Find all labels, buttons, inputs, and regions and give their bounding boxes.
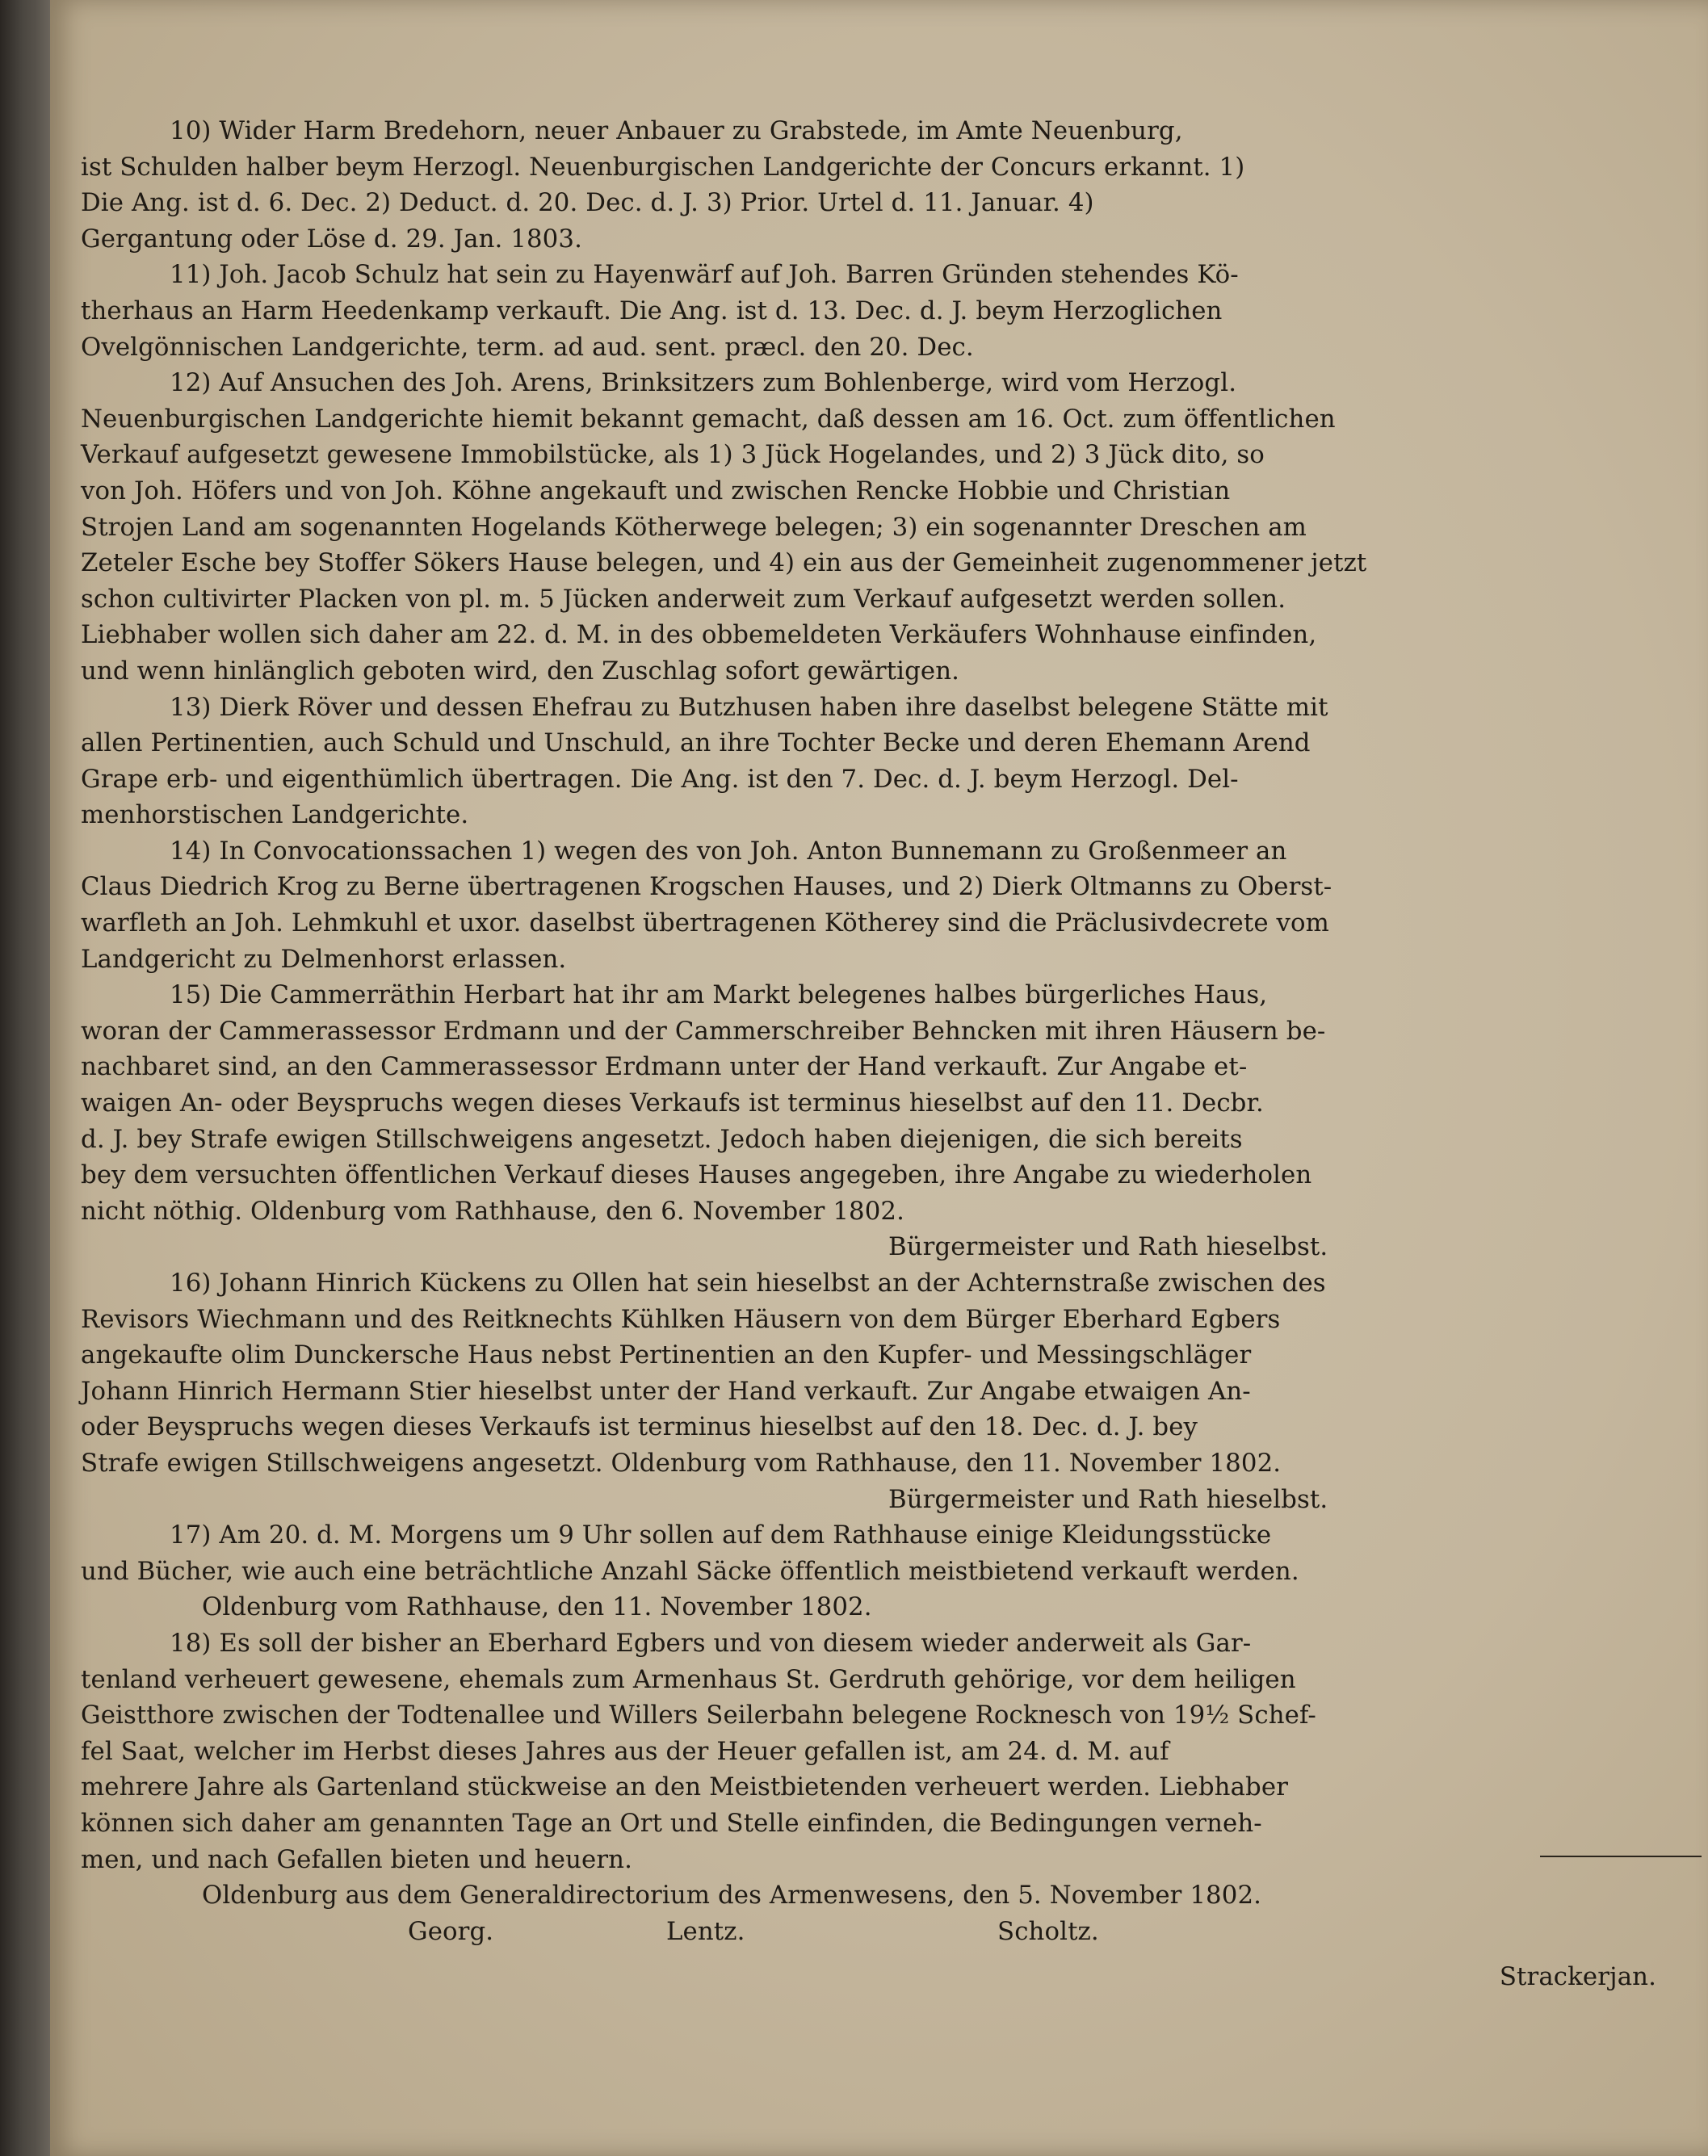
text-line: und Bücher, wie auch eine beträchtliche Anzahl Säcke öffentlich meistbietend verkauft werden. <box>81 1556 1299 1586</box>
notice-14 <box>81 833 1660 977</box>
text-line: mehrere Jahre als Gartenland stückweise an den Meistbietenden verheuert werden. Liebhaber <box>81 1772 1289 1802</box>
text-line: 18) Es soll der bisher an Eberhard Egbers und von diesem wieder anderweit als Gar- <box>170 1628 1252 1658</box>
text-line: Zeteler Esche bey Stoffer Sökers Hause belegen, und 4) ein aus der Gemeinheit zugenommener jetzt <box>81 548 1367 578</box>
text-line: therhaus an Harm Heedenkamp verkauft. Die Ang. ist d. 13. Dec. d. J. beym Herzoglichen <box>81 296 1223 325</box>
document-page <box>50 0 1708 2156</box>
book-spine <box>0 0 50 2156</box>
signature-line: Bürgermeister und Rath hieselbst. <box>888 1484 1328 1514</box>
text-line: 11) Joh. Jacob Schulz hat sein zu Hayenwärf auf Joh. Barren Gründen stehendes Kö- <box>170 260 1239 290</box>
text-line: Geistthore zwischen der Todtenallee und Willers Seilerbahn belegene Rocknesch von 19½ Schef- <box>81 1701 1316 1730</box>
text-line: bey dem versuchten öffentlichen Verkauf dieses Hauses angegeben, ihre Angabe zu wiederholen <box>81 1160 1312 1190</box>
text-line: 10) Wider Harm Bredehorn, neuer Anbauer zu Grabstede, im Amte Neuenburg, <box>170 116 1183 145</box>
text-line: men, und nach Gefallen bieten und heuern. <box>81 1844 632 1874</box>
notice-16 <box>81 1265 1660 1482</box>
text-line: woran der Cammerassessor Erdmann und der Cammerschreiber Behncken mit ihren Häusern be- <box>81 1016 1326 1046</box>
notice-13 <box>81 690 1660 833</box>
text-line: Strojen Land am sogenannten Hogelands Kötherwege belegen; 3) ein sogenannter Dreschen am <box>81 512 1307 542</box>
text-line: oder Beyspruchs wegen dieses Verkaufs ist terminus hieselbst auf den 18. Dec. d. J. bey <box>81 1412 1198 1442</box>
text-line: allen Pertinentien, auch Schuld und Unschuld, an ihre Tochter Becke und deren Ehemann Arend <box>81 728 1311 758</box>
signature-rule <box>1540 1856 1702 1857</box>
notice-10 <box>81 113 1660 257</box>
text-line: von Joh. Höfers und von Joh. Köhne angekauft und zwischen Rencke Hobbie und Christian <box>81 476 1231 505</box>
signature-line: Bürgermeister und Rath hieselbst. <box>888 1232 1328 1262</box>
text-line: Landgericht zu Delmenhorst erlassen. <box>81 944 567 974</box>
text-line: und wenn hinlänglich geboten wird, den Zuschlag sofort gewärtigen. <box>81 656 960 686</box>
text-line: Claus Diedrich Krog zu Berne übertragenen Krogschen Hauses, und 2) Dierk Oltmanns zu Oberst- <box>81 872 1332 902</box>
text-line: Liebhaber wollen sich daher am 22. d. M. in des obbemeldeten Verkäufers Wohnhause einfinden, <box>81 620 1317 650</box>
text-line: 16) Johann Hinrich Kückens zu Ollen hat sein hieselbst an der Achternstraße zwischen des <box>170 1269 1326 1298</box>
signers-row <box>81 1914 1660 1950</box>
text-line: Grape erb- und eigenthümlich übertragen. Die Ang. ist den 7. Dec. d. J. beym Herzogl. Del- <box>81 764 1239 794</box>
notice-15 <box>81 977 1660 1229</box>
page-content <box>81 113 1660 1995</box>
text-line: Revisors Wiechmann und des Reitknechts Kühlken Häusern von dem Bürger Eberhard Egbers <box>81 1304 1281 1334</box>
text-line: Strafe ewigen Stillschweigens angesetzt. Oldenburg vom Rathhause, den 11. November 1802. <box>81 1448 1282 1478</box>
text-line: Gergantung oder Löse d. 29. Jan. 1803. <box>81 224 582 254</box>
signer-georg: Georg. <box>408 1916 494 1946</box>
closing-line: Oldenburg aus dem Generaldirectorium des Armenwesens, den 5. November 1802. <box>202 1881 1262 1911</box>
text-line: waigen An- oder Beyspruchs wegen dieses Verkaufs ist terminus hieselbst auf den 11. Decbr. <box>81 1088 1264 1118</box>
text-line: nicht nöthig. Oldenburg vom Rathhause, den 6. November 1802. <box>81 1196 905 1226</box>
text-line: Neuenburgischen Landgerichte hiemit bekannt gemacht, daß dessen am 16. Oct. zum öffentlichen <box>81 404 1336 434</box>
text-line: Die Ang. ist d. 6. Dec. 2) Deduct. d. 20. Dec. d. J. 3) Prior. Urtel d. 11. Januar. 4) <box>81 188 1094 218</box>
notice-17 <box>81 1517 1660 1589</box>
text-line: ist Schulden halber beym Herzogl. Neuenburgischen Landgerichte der Concurs erkannt. 1) <box>81 152 1245 182</box>
text-line: 17) Am 20. d. M. Morgens um 9 Uhr sollen auf dem Rathhause einige Kleidungsstücke <box>170 1521 1272 1550</box>
notice-11 <box>81 257 1660 365</box>
closing-line: Oldenburg vom Rathhause, den 11. November 1802. <box>202 1592 872 1622</box>
text-line: fel Saat, welcher im Herbst dieses Jahres aus der Heuer gefallen ist, am 24. d. M. auf <box>81 1736 1169 1766</box>
text-line: angekaufte olim Dunckersche Haus nebst Pertinentien an den Kupfer- und Messingschläger <box>81 1340 1252 1370</box>
text-line: nachbaret sind, an den Cammerassessor Erdmann unter der Hand verkauft. Zur Angabe et- <box>81 1052 1248 1082</box>
text-line: Verkauf aufgesetzt gewesene Immobilstücke, als 1) 3 Jück Hogelandes, und 2) 3 Jück dito, so <box>81 440 1265 470</box>
text-line: tenland verheuert gewesene, ehemals zum Armenhaus St. Gerdruth gehörige, vor dem heiligen <box>81 1664 1296 1694</box>
text-line: können sich daher am genannten Tage an Ort und Stelle einfinden, die Bedingungen verneh- <box>81 1808 1262 1838</box>
text-line: 15) Die Cammerräthin Herbart hat ihr am Markt belegenes halbes bürgerliches Haus, <box>170 980 1268 1010</box>
notice-18 <box>81 1625 1660 1877</box>
text-line: Ovelgönnischen Landgerichte, term. ad aud. sent. præcl. den 20. Dec. <box>81 332 974 362</box>
text-line: 12) Auf Ansuchen des Joh. Arens, Brinksitzers zum Bohlenberge, wird vom Herzogl. <box>170 368 1237 398</box>
signer-strackerjan: Strackerjan. <box>1499 1962 1656 1992</box>
text-line: d. J. bey Strafe ewigen Stillschweigens angesetzt. Jedoch haben diejenigen, die sich bereits <box>81 1124 1243 1154</box>
text-line: menhorstischen Landgerichte. <box>81 800 469 830</box>
signer-scholtz: Scholtz. <box>997 1916 1099 1946</box>
text-line: Johann Hinrich Hermann Stier hieselbst unter der Hand verkauft. Zur Angabe etwaigen An- <box>81 1376 1251 1406</box>
text-line: schon cultivirter Placken von pl. m. 5 Jücken anderweit zum Verkauf aufgesetzt werden sollen. <box>81 584 1286 614</box>
text-line: warfleth an Joh. Lehmkuhl et uxor. daselbst übertragenen Kötherey sind die Präclusivdecrete vom <box>81 908 1329 938</box>
signer-lentz: Lentz. <box>666 1916 745 1946</box>
text-line: 14) In Convocationssachen 1) wegen des von Joh. Anton Bunnemann zu Großenmeer an <box>170 836 1287 866</box>
notice-12 <box>81 365 1660 689</box>
text-line: 13) Dierk Röver und dessen Ehefrau zu Butzhusen haben ihre daselbst belegene Stätte mit <box>170 692 1328 722</box>
